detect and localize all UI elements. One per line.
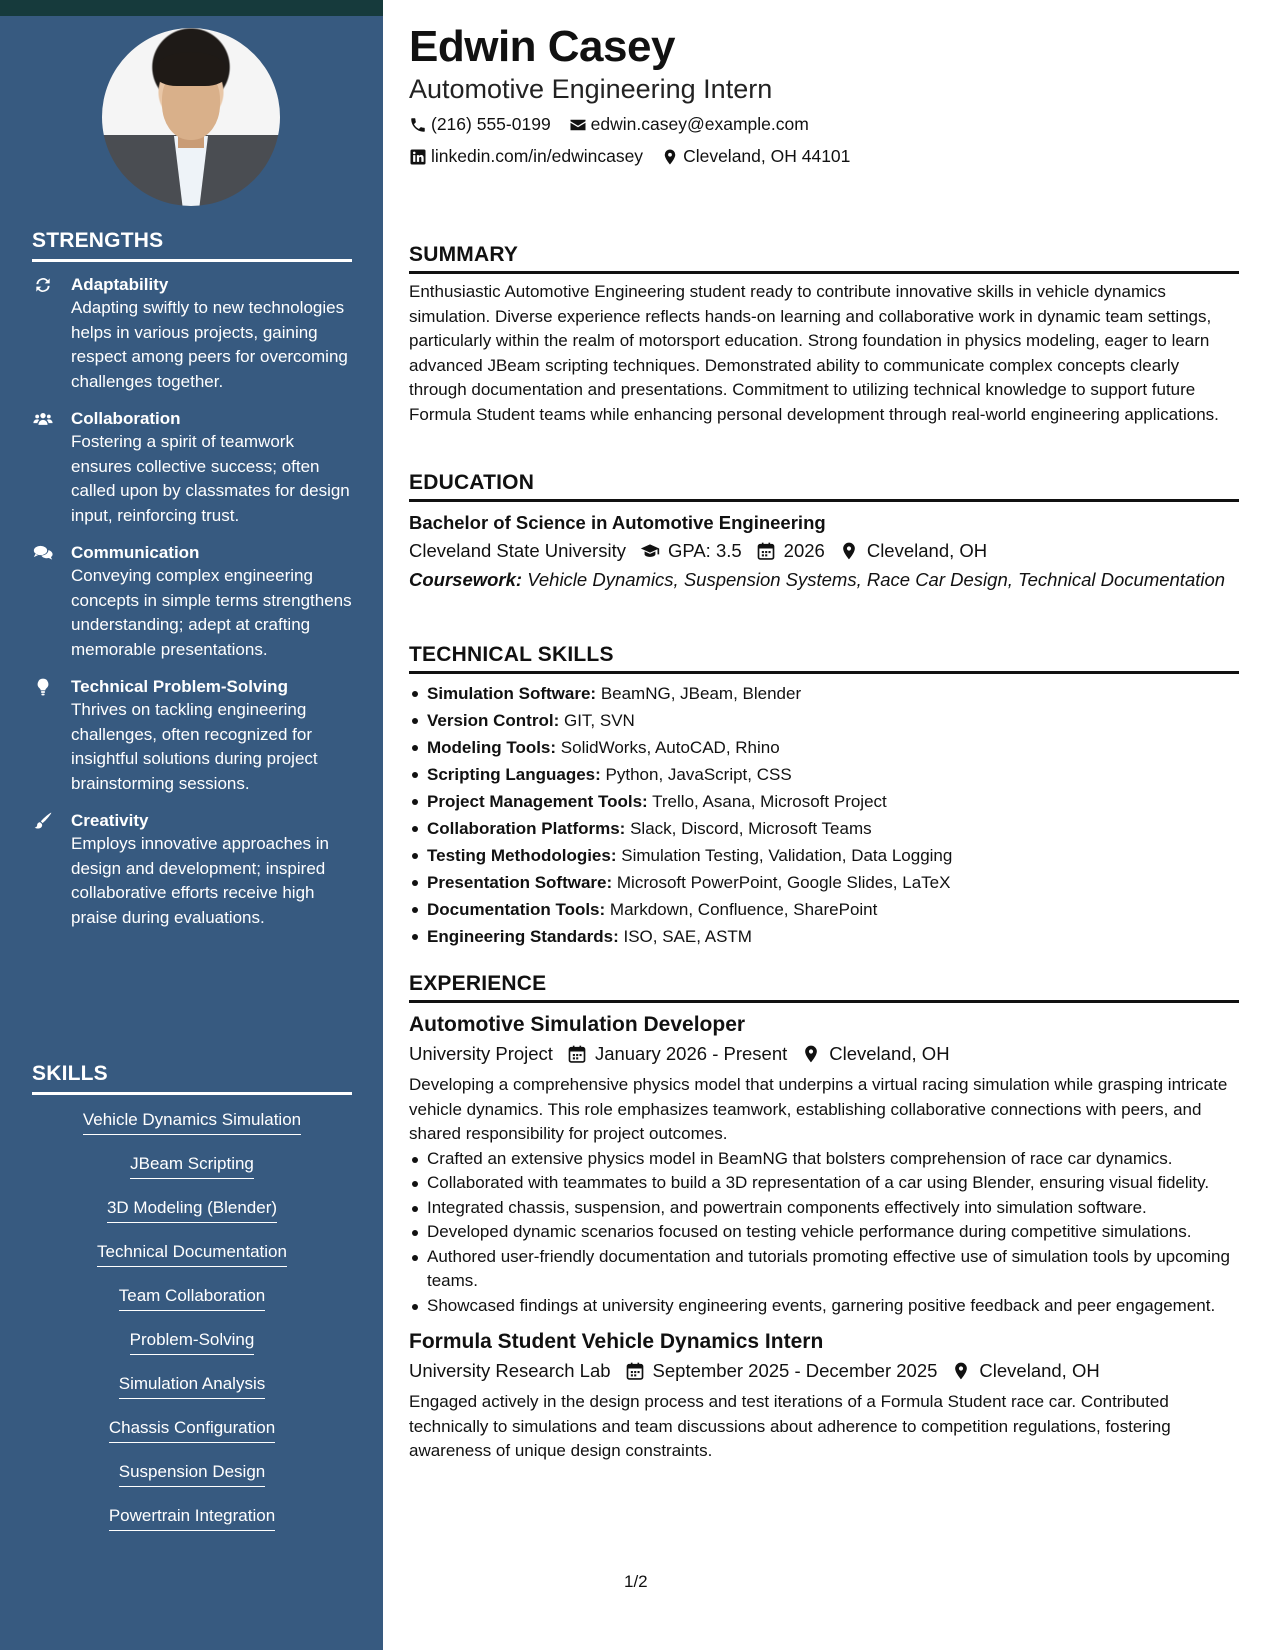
linkedin-text: linkedin.com/in/edwincasey xyxy=(431,146,644,166)
list-item xyxy=(409,680,1239,707)
strengths-heading: STRENGTHS xyxy=(32,229,352,262)
skill-item: Powertrain Integration xyxy=(109,1505,275,1531)
phone-text: (216) 555-0199 xyxy=(431,114,551,134)
list-item: Integrated chassis, suspension, and powertrain components effectively into simulation software. xyxy=(409,1196,1239,1221)
education-meta xyxy=(409,540,1239,562)
graduation-cap-icon xyxy=(640,541,660,561)
skill-item: Technical Documentation xyxy=(97,1241,287,1267)
lightbulb-icon xyxy=(32,677,54,697)
list-item xyxy=(409,734,1239,761)
skill-value: Trello, Asana, Microsoft Project xyxy=(652,792,887,811)
list-item xyxy=(409,842,1239,869)
email-text: edwin.casey@example.com xyxy=(590,114,809,134)
location-text: Cleveland, OH 44101 xyxy=(683,146,851,166)
job-org xyxy=(409,1043,553,1065)
skill-item: Vehicle Dynamics Simulation xyxy=(83,1109,301,1135)
email-contact[interactable] xyxy=(569,114,809,135)
comments-icon xyxy=(32,543,54,563)
strength-title: Technical Problem-Solving xyxy=(71,677,288,696)
org-text: University Research Lab xyxy=(409,1360,611,1381)
linkedin-contact[interactable] xyxy=(409,146,643,167)
experience-heading: EXPERIENCE xyxy=(409,972,1239,1003)
map-pin-icon xyxy=(839,541,859,561)
strength-item xyxy=(32,408,352,528)
skill-item: Simulation Analysis xyxy=(119,1373,265,1399)
strength-item xyxy=(32,542,352,662)
coursework-label: Coursework: xyxy=(409,569,523,590)
skill-label: Presentation Software: xyxy=(427,873,613,892)
gpa-text: GPA: 3.5 xyxy=(667,540,742,561)
job-meta xyxy=(409,1360,1239,1382)
envelope-icon xyxy=(569,116,587,134)
list-item: Developed dynamic scenarios focused on testing vehicle performance during competitive simulations. xyxy=(409,1220,1239,1245)
skill-value: Microsoft PowerPoint, Google Slides, LaTeX xyxy=(616,873,951,892)
calendar-icon xyxy=(756,541,776,561)
contact-row-2 xyxy=(409,146,850,167)
skill-label: Engineering Standards: xyxy=(427,927,619,946)
coursework xyxy=(409,568,1239,593)
strength-title: Collaboration xyxy=(71,409,181,428)
education-location-text: Cleveland, OH xyxy=(866,540,988,561)
sidebar xyxy=(0,0,383,1650)
skill-label: Documentation Tools: xyxy=(427,900,606,919)
skill-item: 3D Modeling (Blender) xyxy=(107,1197,277,1223)
list-item xyxy=(409,707,1239,734)
skill-label: Scripting Languages: xyxy=(427,765,601,784)
strength-title: Adaptability xyxy=(71,275,169,294)
strength-desc: Employs innovative approaches in design and development; inspired collaborative efforts receive high praise during evaluations. xyxy=(71,834,329,927)
skill-value: Slack, Discord, Microsoft Teams xyxy=(630,819,872,838)
skill-item: Problem-Solving xyxy=(130,1329,255,1355)
paintbrush-icon xyxy=(32,811,54,831)
job-title: Formula Student Vehicle Dynamics Intern xyxy=(409,1330,824,1353)
strength-desc: Adapting swiftly to new technologies helps in various projects, gaining respect among peers for overcoming challenges together. xyxy=(71,298,348,391)
skill-label: Modeling Tools: xyxy=(427,738,557,757)
org-text: University Project xyxy=(409,1043,553,1064)
dates-text: September 2025 - December 2025 xyxy=(652,1360,938,1381)
calendar-icon xyxy=(625,1361,645,1381)
education-location xyxy=(839,540,987,562)
dates-text: January 2026 - Present xyxy=(594,1043,788,1064)
list-item: Crafted an extensive physics model in BeamNG that bolsters comprehension of race car dynamics. xyxy=(409,1147,1239,1172)
skill-label: Testing Methodologies: xyxy=(427,846,617,865)
technical-skills-list xyxy=(409,680,1239,950)
skill-item: Suspension Design xyxy=(119,1461,265,1487)
strengths-section xyxy=(32,229,352,930)
list-item xyxy=(409,788,1239,815)
map-pin-icon xyxy=(661,148,679,166)
phone-contact[interactable] xyxy=(409,114,551,135)
year-text: 2026 xyxy=(783,540,825,561)
skills-heading: SKILLS xyxy=(32,1062,352,1095)
list-item xyxy=(409,896,1239,923)
school-text: Cleveland State University xyxy=(409,540,626,561)
job-meta xyxy=(409,1043,1239,1065)
job-bullets xyxy=(409,1147,1239,1319)
job-location-text: Cleveland, OH xyxy=(979,1360,1100,1381)
job-location xyxy=(951,1360,1099,1382)
job-description: Developing a comprehensive physics model that underpins a virtual racing simulation while grasping intricate vehicle dynamics. This role emphasizes teamwork, establishing collaborative connections with peers, and shared responsibility for project outcomes. xyxy=(409,1075,1228,1143)
list-item: Collaborated with teammates to build a 3D representation of a car using Blender, ensuring visual fidelity. xyxy=(409,1171,1239,1196)
skill-value: GIT, SVN xyxy=(563,711,635,730)
strength-title: Communication xyxy=(71,543,200,562)
education-heading: EDUCATION xyxy=(409,471,1239,502)
job-description: Engaged actively in the design process and test iterations of a Formula Student race car. Contributed technically to simulations and team discussions about adherence to competition regulations, fostering awareness of unique design constraints. xyxy=(409,1392,1171,1460)
candidate-title: Automotive Engineering Intern xyxy=(409,74,773,104)
strength-item xyxy=(32,676,352,796)
skill-value: Python, JavaScript, CSS xyxy=(605,765,792,784)
job-dates xyxy=(625,1360,938,1382)
skill-label: Collaboration Platforms: xyxy=(427,819,626,838)
summary-section xyxy=(409,243,1239,427)
skills-section xyxy=(32,1062,352,1549)
job-org xyxy=(409,1360,611,1382)
job-title: Automotive Simulation Developer xyxy=(409,1013,746,1036)
list-item: Showcased findings at university engineering events, garnering positive feedback and peer engagement. xyxy=(409,1294,1239,1319)
skill-item: JBeam Scripting xyxy=(130,1153,254,1179)
strength-desc: Conveying complex engineering concepts in simple terms strengthens understanding; adept at crafting memorable presentations. xyxy=(71,566,352,659)
education-section xyxy=(409,471,1239,593)
location-contact xyxy=(661,146,850,167)
gpa xyxy=(640,540,742,562)
degree-title: Bachelor of Science in Automotive Engineering xyxy=(409,512,826,533)
profile-photo xyxy=(102,28,280,206)
skills-list xyxy=(32,1109,352,1549)
users-icon xyxy=(32,409,54,429)
experience-section xyxy=(409,972,1239,1464)
skill-label: Project Management Tools: xyxy=(427,792,648,811)
phone-icon xyxy=(409,116,427,134)
skill-label: Simulation Software: xyxy=(427,684,597,703)
skill-value: SolidWorks, AutoCAD, Rhino xyxy=(560,738,780,757)
job-location-text: Cleveland, OH xyxy=(829,1043,950,1064)
calendar-icon xyxy=(567,1044,587,1064)
list-item xyxy=(409,761,1239,788)
technical-skills-section xyxy=(409,643,1239,950)
strength-desc: Thrives on tackling engineering challenges, often recognized for insightful solutions during project brainstorming sessions. xyxy=(71,700,318,793)
contact-row-1 xyxy=(409,114,809,135)
skill-item: Chassis Configuration xyxy=(109,1417,275,1443)
technical-skills-heading: TECHNICAL SKILLS xyxy=(409,643,1239,674)
job-dates xyxy=(567,1043,787,1065)
skill-item: Team Collaboration xyxy=(119,1285,265,1311)
list-item: Authored user-friendly documentation and tutorials promoting effective use of simulation tools by upcoming teams. xyxy=(409,1245,1239,1294)
list-item xyxy=(409,923,1239,950)
coursework-text: Vehicle Dynamics, Suspension Systems, Race Car Design, Technical Documentation xyxy=(527,569,1226,590)
linkedin-icon xyxy=(409,148,427,166)
skill-value: Markdown, Confluence, SharePoint xyxy=(609,900,878,919)
skill-label: Version Control: xyxy=(427,711,560,730)
job-location xyxy=(801,1043,949,1065)
school-name xyxy=(409,540,626,562)
skill-value: BeamNG, JBeam, Blender xyxy=(600,684,802,703)
summary-heading: SUMMARY xyxy=(409,243,1239,274)
list-item xyxy=(409,869,1239,896)
candidate-name: Edwin Casey xyxy=(409,22,675,71)
strength-desc: Fostering a spirit of teamwork ensures collective success; often called upon by classmates for design input, reinforcing trust. xyxy=(71,432,350,525)
map-pin-icon xyxy=(951,1361,971,1381)
strength-title: Creativity xyxy=(71,811,149,830)
strength-item xyxy=(32,810,352,930)
sync-icon xyxy=(32,275,54,295)
skill-value: Simulation Testing, Validation, Data Logging xyxy=(621,846,953,865)
grad-year xyxy=(756,540,825,562)
list-item xyxy=(409,815,1239,842)
summary-text: Enthusiastic Automotive Engineering student ready to contribute innovative skills in vehicle dynamics simulation. Diverse experience reflects hands-on learning and collaborative work in dynamic team settings, particularly within the realm of motorsport education. Strong foundation in physics modeling, eager to learn advanced JBeam scripting techniques. Demonstrated ability to communicate complex concepts clearly through documentation and presentations. Commitment to utilizing technical knowledge to support future Formula Student teams while enhancing personal development through real-world engineering applications. xyxy=(409,282,1219,424)
page-number: 1/2 xyxy=(624,1572,648,1591)
sidebar-top-bar xyxy=(0,0,383,16)
map-pin-icon xyxy=(801,1044,821,1064)
strength-item xyxy=(32,274,352,394)
skill-value: ISO, SAE, ASTM xyxy=(623,927,752,946)
